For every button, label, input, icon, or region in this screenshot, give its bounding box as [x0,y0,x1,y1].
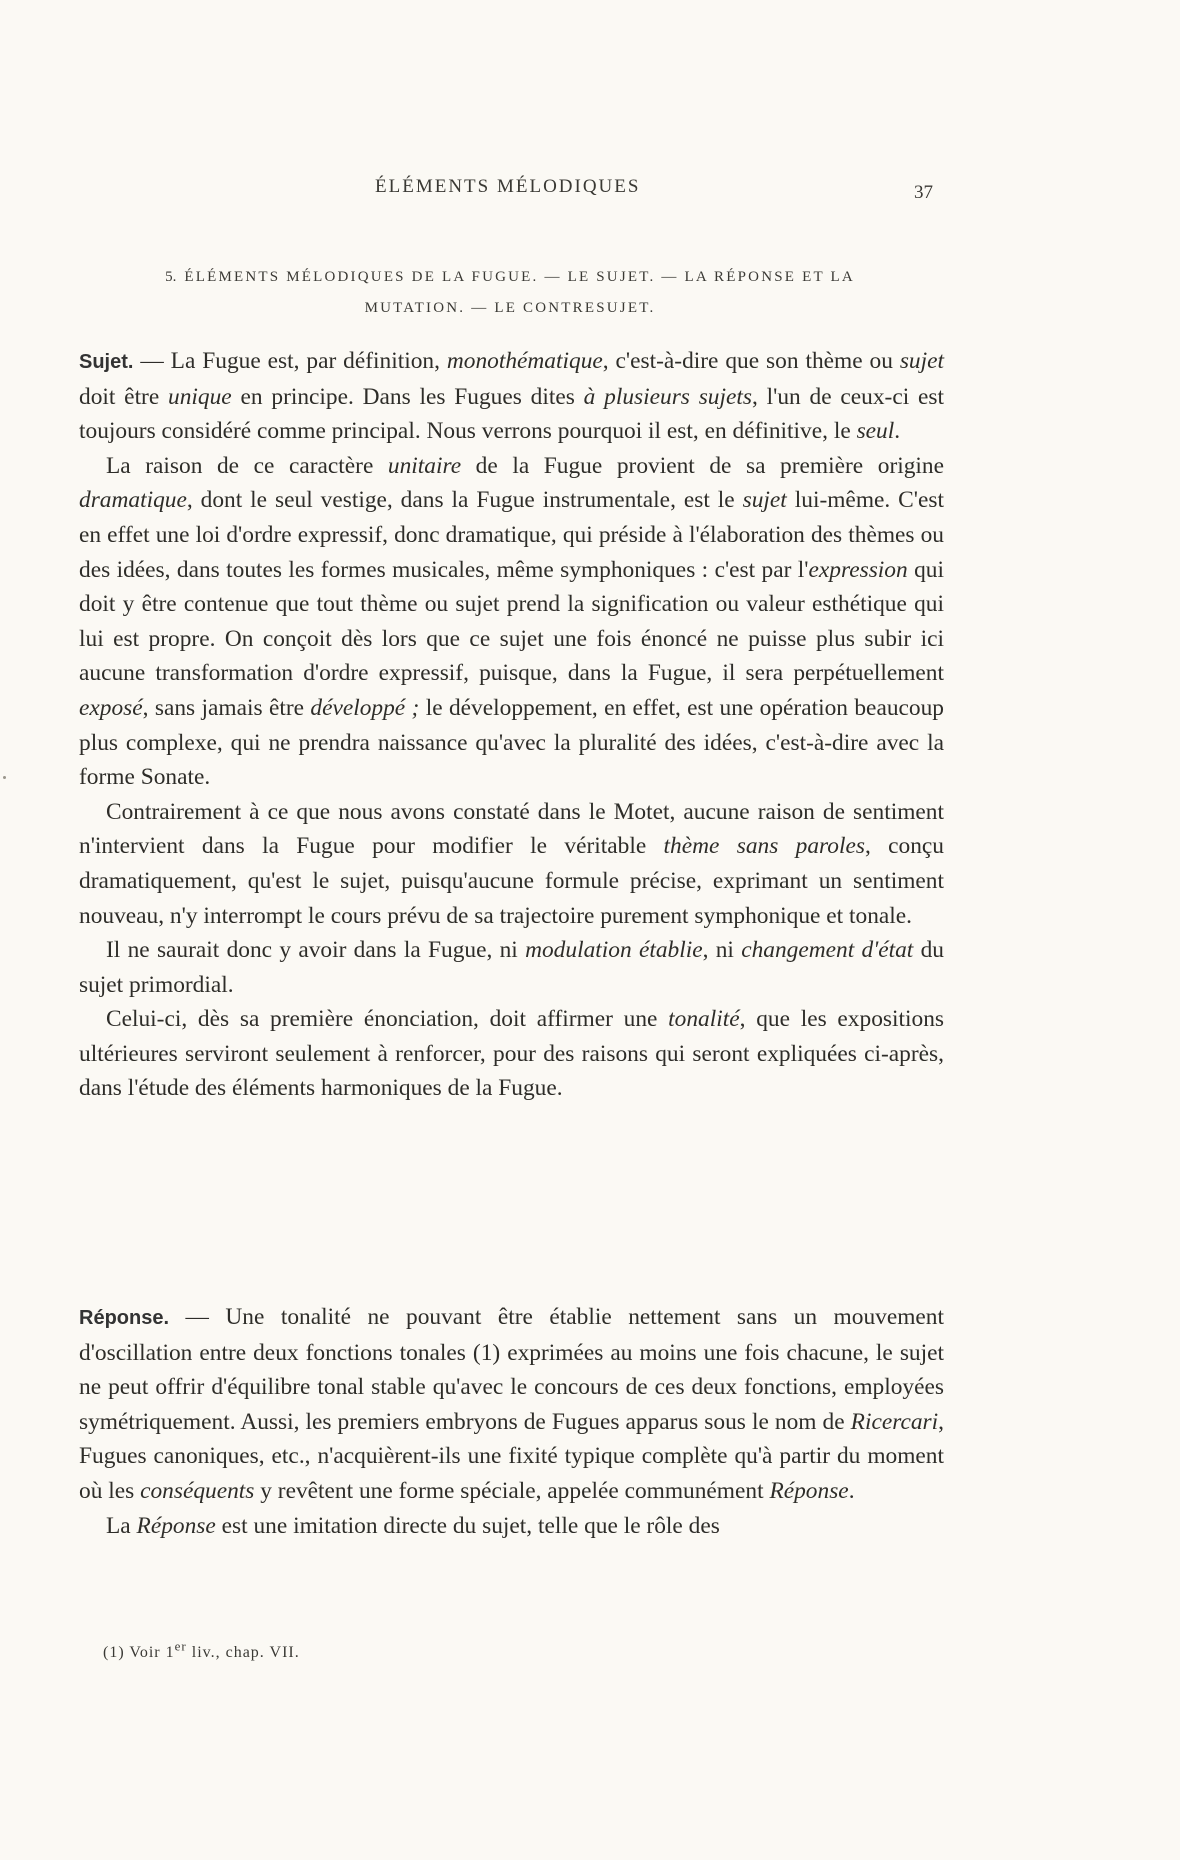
paragraph-sujet-5: Celui-ci, dès sa première énonciation, doit affirmer une tonalité, que les expositions ultérieures serviront seulement à renforcer, pour des raisons qui seront expliquées ci-après, dans l'étude des éléments harmoniques de la Fugue. [79,1006,944,1102]
section-title-part-2: MUTATION. — LE CONTRESUJET. [364,300,656,316]
paragraph-sujet-3: Contrairement à ce que nous avons constaté dans le Motet, aucune raison de sentiment n'intervient dans la Fugue pour modifier le véritable thème sans paroles, conçu dramatiquement, qu'est le sujet, puisqu'aucune formule précise, exprimant un sentiment nouveau, n'y interrompt le cours prévu de sa trajectoire purement symphonique et tonale. [79,798,944,929]
running-title: ÉLÉMENTS MÉLODIQUES [375,176,641,197]
paragraph-sujet-1: Sujet. — La Fugue est, par définition, monothématique, c'est-à-dire que son thème ou sujet doit être unique en principe. Dans les Fugues dites à plusieurs sujets, l'un de ceux-ci est toujours considéré comme principal. Nous verrons pourquoi il est, en définitive, le seul. [79,348,944,445]
sujet-section [79,344,944,1106]
section-heading-line-1 [100,262,920,293]
page-number: 37 [914,182,933,203]
margin-speck [3,776,6,779]
run-in-heading-sujet: Sujet. [79,351,134,373]
footnote: (1) Voir 1er liv., chap. VII. [103,1638,300,1661]
paragraph-sujet-4: Il ne saurait donc y avoir dans la Fugue, ni modulation établie, ni changement d'état du sujet primordial. [79,937,944,998]
paragraph-reponse-2: La Réponse est une imitation directe du sujet, telle que le rôle des [106,1512,720,1539]
paragraph-reponse-1: Réponse. — Une tonalité ne pouvant être établie nettement sans un mouvement d'oscillation entre deux fonctions tonales (1) exprimées au moins une fois chacune, le sujet ne peut offrir d'équilibre tonal stable qu'avec le concours de ces deux fonctions, employées symétriquement. Aussi, les premiers embryons de Fugues apparus sous le nom de Ricercari, Fugues canoniques, etc., n'acquièrent-ils une fixité typique complète qu'à partir du moment où les conséquents y revêtent une forme spéciale, appelée communément Réponse. [79,1304,944,1504]
reponse-section [79,1300,944,1543]
section-number: 5. [165,269,177,285]
section-title-part-1: ÉLÉMENTS MÉLODIQUES DE LA FUGUE. — LE SUJET. — LA RÉPONSE ET LA [184,269,855,285]
section-heading [100,262,920,324]
run-in-heading-reponse: Réponse. [79,1307,170,1329]
paragraph-sujet-2: La raison de ce caractère unitaire de la Fugue provient de sa première origine dramatique, dont le seul vestige, dans la Fugue instrumentale, est le sujet lui-même. C'est en effet une loi d'ordre expressif, donc dramatique, qui préside à l'élaboration des thèmes ou des idées, dans toutes les formes musicales, même symphoniques : c'est par l'expression qui doit y être contenue que tout thème ou sujet prend la signification ou valeur esthétique qui lui est propre. On conçoit dès lors que ce sujet une fois énoncé ne puisse plus subir ici aucune transformation d'ordre expressif, puisque, dans la Fugue, il sera perpétuellement exposé, sans jamais être développé ; le développement, en effet, est une opération beaucoup plus complexe, qui ne prendra naissance qu'avec la pluralité des idées, c'est-à-dire avec la forme Sonate. [79,452,945,791]
